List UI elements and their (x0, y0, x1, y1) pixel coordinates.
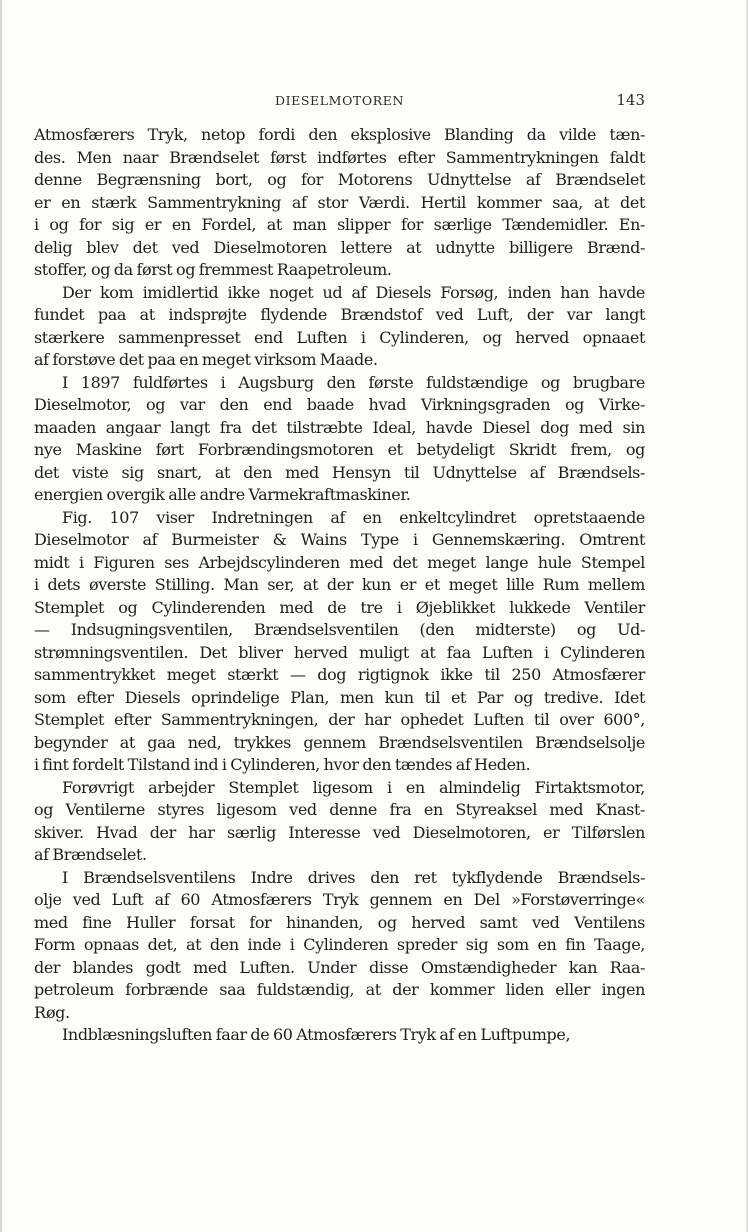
text-line: I Brændselsventilens Indre drives den ret tykflydende Brændsels- (62, 867, 645, 887)
text-line: Stemplet efter Sammentrykningen, der har ophedet Luften til over 600°, (34, 710, 645, 729)
text-line: af Brændselet. (34, 845, 147, 864)
text-line: sammentrykket meget stærkt — dog rigtignok ikke til 250 Atmosfærer (34, 665, 645, 684)
paragraph (34, 867, 645, 1025)
text-line: i fint fordelt Tilstand ind i Cylinderen, hvor den tændes af Heden. (34, 755, 531, 774)
text-line: maaden angaar langt fra det tilstræbte Ideal, havde Diesel dog med sin (34, 417, 645, 437)
text-line: stoffer, og da først og fremmest Raapetroleum. (34, 260, 392, 279)
body-text (34, 124, 645, 1047)
text-line: i dets øverste Stilling. Man ser, at der kun er et meget lille Rum mellem (34, 575, 645, 594)
paragraph (34, 1024, 645, 1047)
text-line: skiver. Hvad der har særlig Interesse ved Dieselmotoren, er Tilførslen (34, 822, 645, 842)
text-line: der blandes godt med Luften. Under disse Omstændigheder kan Raa- (34, 957, 645, 977)
text-line: Der kom imidlertid ikke noget ud af Diesels Forsøg, inden han havde (62, 282, 645, 302)
text-line: — Indsugningsventilen, Brændselsventilen (den midterste) og Ud- (34, 620, 645, 639)
paragraph (34, 777, 645, 867)
text-line: er en stærk Sammentrykning af stor Værdi. Hertil kommer saa, at det (34, 192, 645, 212)
text-line: midt i Figuren ses Arbejdscylinderen med det meget lange hule Stempel (34, 552, 645, 572)
text-line: stærkere sammenpresset end Luften i Cylinderen, og herved opnaaet (34, 327, 645, 347)
text-line: denne Begrænsning bort, og for Motorens Udnyttelse af Brændselet (34, 170, 645, 189)
text-line: som efter Diesels oprindelige Plan, men kun til et Par og tredive. Idet (34, 687, 645, 707)
text-line: des. Men naar Brændselet først indførtes efter Sammentrykningen faldt (34, 147, 645, 167)
text-line: Fig. 107 viser Indretningen af en enkeltcylindret opretstaaende (62, 507, 645, 527)
text-line: Røg. (34, 1002, 70, 1022)
text-line: delig blev det ved Dieselmotoren lettere at udnytte billigere Brænd- (34, 237, 645, 257)
text-line: det viste sig snart, at den med Hensyn til Udnyttelse af Brændsels- (34, 462, 645, 482)
text-line: Forøvrigt arbejder Stemplet ligesom i en almindelig Firtaktsmotor, (62, 777, 645, 797)
text-line: petroleum forbrænde saa fuldstændig, at der kommer liden eller ingen (34, 980, 645, 999)
text-line: Dieselmotor, og var den end baade hvad Virkningsgraden og Virke- (34, 395, 645, 414)
text-line: Form opnaas det, at den inde i Cylinderen spreder sig som en fin Taage, (34, 935, 645, 954)
text-line: Stemplet og Cylinderenden med de tre i Øjeblikket lukkede Ventiler (34, 597, 645, 617)
paragraph (34, 372, 645, 507)
paragraph (34, 282, 645, 372)
text-line: Indblæsningsluften faar de 60 Atmosfærers Tryk af en Luftpumpe, (62, 1025, 571, 1044)
text-line: energien overgik alle andre Varmekraftmaskiner. (34, 485, 411, 504)
text-line: I 1897 fuldførtes i Augsburg den første fuldstændige og brugbare (62, 372, 645, 392)
text-line: Atmosfærers Tryk, netop fordi den eksplosive Blanding da vilde tæn- (34, 125, 645, 144)
text-line: begynder at gaa ned, trykkes gennem Brændselsventilen Brændselsolje (34, 732, 645, 752)
text-line: af forstøve det paa en meget virksom Maade. (34, 350, 378, 369)
text-line: i og for sig er en Fordel, at man slipper for særlige Tændemidler. En- (34, 215, 645, 234)
running-title: DIESELMOTOREN (275, 93, 404, 108)
text-line: og Ventilerne styres ligesom ved denne fra en Styreaksel med Knast- (34, 800, 645, 819)
paragraph (34, 507, 645, 777)
running-header (34, 93, 645, 113)
text-line: olje ved Luft af 60 Atmosfærers Tryk gennem en Del »Forstøverringe« (34, 890, 645, 909)
text-line: strømningsventilen. Det bliver herved muligt at faa Luften i Cylinderen (34, 642, 645, 662)
text-line: nye Maskine ført Forbrændingsmotoren et betydeligt Skridt frem, og (34, 440, 645, 459)
text-line: fundet paa at indsprøjte flydende Brændstof ved Luft, der var langt (34, 305, 645, 324)
paragraph (34, 124, 645, 282)
text-line: med fine Huller forsat for hinanden, og herved samt ved Ventilens (34, 912, 645, 932)
text-line: Dieselmotor af Burmeister & Wains Type i Gennemskæring. Omtrent (34, 530, 645, 549)
page-number: 143 (616, 91, 645, 109)
